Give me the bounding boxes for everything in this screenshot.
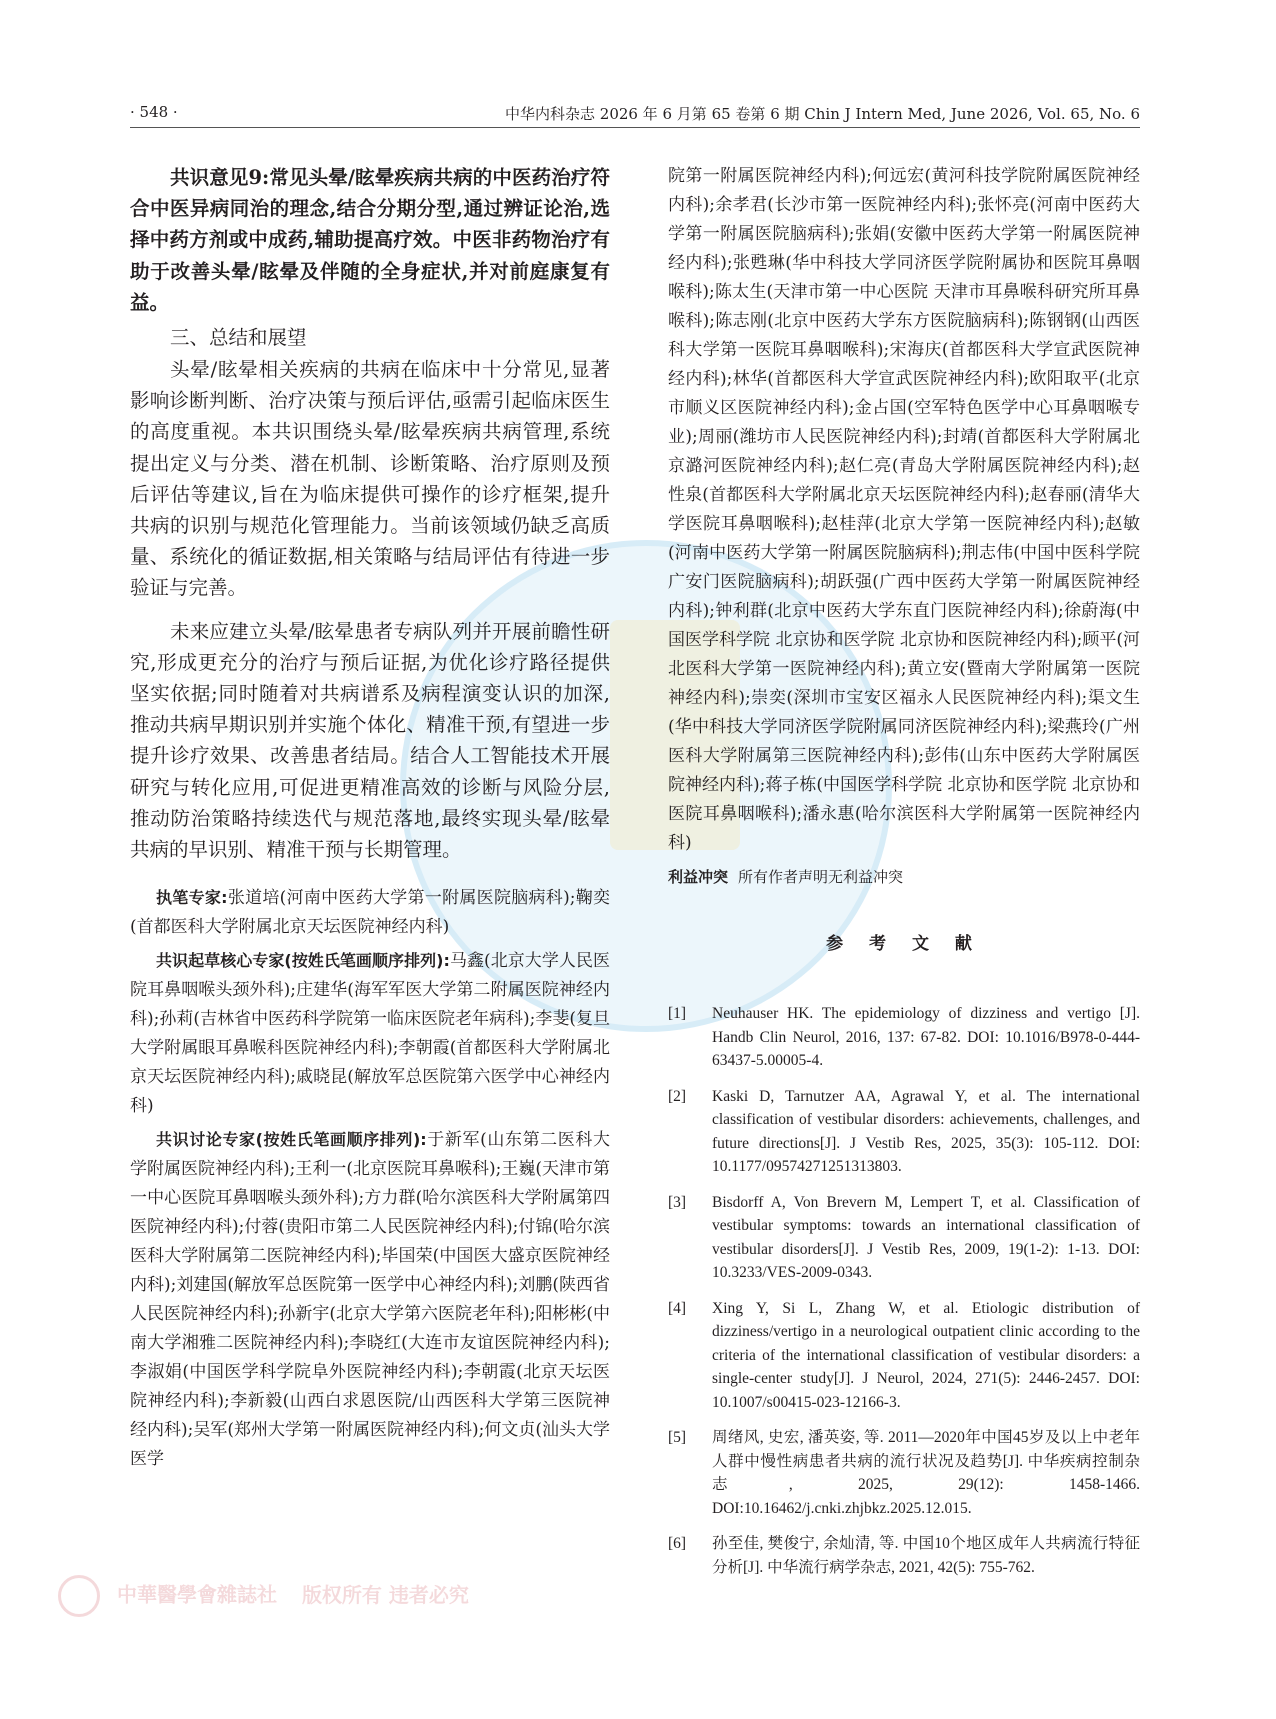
page-header [130,103,1140,128]
reference-item [668,1191,1140,1285]
reference-text: Bisdorff A, Von Brevern M, Lempert T, et al. Classification of vestibular symptoms: towards an international classification of vestibular disorders[J]. J Vestib Res, 2009, 19(1-2): 1-13. DOI: 10.3233/VES-2009-0343. [712,1193,1140,1281]
summary-paragraph-1: 头晕/眩晕相关疾病的共病在临床中十分常见,显著影响诊断判断、治疗决策与预后评估,亟需引起临床医生的高度重视。本共识围绕头晕/眩晕疾病共病管理,系统提出定义与分类、潜在机制、诊断策略、治疗原则及预后评估等建议,旨在为临床提供可操作的诊疗框架,提升共病的识别与规范化管理能力。当前该领域仍缺乏高质量、系统化的循证数据,相关策略与结局评估有待进一步验证与完善。 [130,358,610,600]
reference-item [668,1532,1140,1579]
reference-text: Kaski D, Tarnutzer AA, Agrawal Y, et al. The international classification of vestibular disorders: achievements, challenges, and future directions[J]. J Vestib Res, 2025, 35(3): 105-112. DOI: 10.1177/09574271251313803. [712,1087,1140,1175]
copyright-slogan: 版权所有 违者必究 [301,1582,469,1607]
reference-text: 周绪风, 史宏, 潘英姿, 等. 2011—2020年中国45岁及以上中老年人群中慢性病患者共病的流行状况及趋势[J]. 中华疾病控制杂志, 2025, 29(12): 1458-1466. DOI:10.16462/j.cnki.zhjbkz.2025.12.015. [712,1429,1140,1517]
summary-paragraph-2: 未来应建立头晕/眩晕患者专病队列并开展前瞻性研究,形成更充分的治疗与预后证据,为优化诊疗路径提供坚实依据;同时随着对共病谱系及病程演变认识的加深,推动共病早期识别并实施个体化、精准干预,有望进一步提升诊疗效果、改善患者结局。结合人工智能技术开展研究与转化应用,可促进更精准高效的诊断与风险分层,推动防治策略持续迭代与规范落地,最终实现头晕/眩晕共病的早识别、精准干预与长期管理。 [130,619,610,862]
page-number: · 548 · [130,103,178,121]
reference-text: Xing Y, Si L, Zhang W, et al. Etiologic distribution of dizziness/vertigo in a neurological outpatient clinic according to the criteria of the international classification of vestibular disorders: a single-center study[J]. J Neurol, 2024, 271(5): 2446-2457. DOI: 10.1007/s00415-023-12166-3. [712,1299,1140,1411]
reference-number: [4] [668,1299,687,1317]
references-title: 参 考 文 献 [826,934,982,954]
writing-experts-label: 执笔专家: [156,888,228,908]
reference-number: [5] [668,1429,687,1446]
publisher-logo-icon [58,1575,100,1617]
core-experts-list: 马鑫(北京大学人民医院耳鼻咽喉头颈外科);庄建华(海军军医大学第二附属医院神经内科);孙莉(吉林省中医药科学院第一临床医院老年病科);李斐(复旦大学附属眼耳鼻喉科医院神经内科);李朝霞(首都医科大学附属北京天坛医院神经内科);戚晓昆(解放军总医院第六医学中心神经内科) [130,951,610,1117]
coi-label: 利益冲突 [668,868,729,886]
reference-item [668,1297,1140,1415]
reference-item [668,1426,1140,1520]
reference-item [668,1002,1140,1073]
reference-text: 孙至佳, 樊俊宁, 余灿清, 等. 中国10个地区成年人共病流行特征分析[J]. 中华流行病学杂志, 2021, 42(5): 755-762. [712,1535,1140,1576]
discussion-experts-continued: 院第一附属医院神经内科);何远宏(黄河科技学院附属医院神经内科);余孝君(长沙市第一医院神经内科);张怀亮(河南中医药大学第一附属医院脑病科);张娟(安徽中医药大学第一附属医院神经内科);张甦琳(华中科技大学同济医学院附属协和医院耳鼻咽喉科);陈太生(天津市第一中心医院 天津市耳鼻喉科研究所耳鼻喉科);陈志刚(北京中医药大学东方医院脑病科);陈钢钢(山西医科大学第一医院耳鼻咽喉科);宋海庆(首都医科大学宣武医院神经内科);林华(首都医科大学宣武医院神经内科);欧阳取平(北京市顺义区医院神经内科);金占国(空军特色医学中心耳鼻咽喉专业);周丽(潍坊市人民医院神经内科);封靖(首都医科大学附属北京潞河医院神经内科);赵仁亮(青岛大学附属医院神经内科);赵性泉(首都医科大学附属北京天坛医院神经内科);赵春丽(清华大学医院耳鼻咽喉科);赵桂萍(北京大学第一医院神经内科);赵敏(河南中医药大学第一附属医院脑病科);荆志伟(中国中医科学院广安门医院脑病科);胡跃强(广西中医药大学第一附属医院神经内科);钟利群(北京中医药大学东直门医院神经内科);徐蔚海(中国医学科学院 北京协和医学院 北京协和医院神经内科);顾平(河北医科大学第一医院神经内科);黄立安(暨南大学附属第一医院神经内科);崇奕(深圳市宝安区福永人民医院神经内科);渠文生(华中科技大学同济医学院附属同济医院神经内科);梁燕玲(广州医科大学附属第三医院神经内科);彭伟(山东中医药大学附属医院神经内科);蒋子栋(中国医学科学院 北京协和医学院 北京协和医院耳鼻咽喉科);潘永惠(哈尔滨医科大学附属第一医院神经内科) [668,166,1140,853]
publisher-footer-logo [58,1575,618,1615]
reference-number: [6] [668,1535,687,1552]
discussion-experts-list: 于新军(山东第二医科大学附属医院神经内科);王利一(北京医院耳鼻喉科);王巍(天津市第一中心医院耳鼻咽喉头颈外科);方力群(哈尔滨医科大学附属第四医院神经内科);付蓉(贵阳市第二人民医院神经内科);付锦(哈尔滨医科大学附属第二医院神经内科);毕国荣(中国医大盛京医院神经内科);刘建国(解放军总医院第一医学中心神经内科);刘鹏(陕西省人民医院神经内科);孙新宇(北京大学第六医院老年科);阳彬彬(中南大学湘雅二医院神经内科);李晓红(大连市友谊医院神经内科);李淑娟(中国医学科学院阜外医院神经内科);李朝霞(北京天坛医院神经内科);李新毅(山西白求恩医院/山西医科大学第三医院神经内科);吴军(郑州大学第一附属医院神经内科);何文贞(汕头大学医学 [130,1130,610,1470]
reference-list [668,1002,1140,1579]
right-column [668,162,1140,1591]
journal-citation: 中华内科杂志 2026 年 6 月第 65 卷第 6 期 Chin J Intern Med, June 2026, Vol. 65, No. 6 [505,105,1140,123]
discussion-experts [130,1125,610,1474]
section-heading: 三、总结和展望 [170,326,307,350]
reference-number: [2] [668,1087,687,1105]
consensus-statement-9: 共识意见9:常见头晕/眩晕疾病共病的中医药治疗符合中医异病同治的理念,结合分期分型,通过辨证论治,选择中药方剂或中成药,辅助提高疗效。中医非药物治疗有助于改善头晕/眩晕及伴随的全身症状,并对前庭康复有益。 [130,166,610,314]
discussion-experts-label: 共识讨论专家(按姓氏笔画顺序排列): [156,1130,427,1150]
left-column [130,162,610,1478]
core-experts-label: 共识起草核心专家(按姓氏笔画顺序排列): [156,951,450,971]
publisher-name: 中華醫學會雜誌社 [116,1582,277,1607]
writing-experts-list: 张道培(河南中医药大学第一附属医院脑病科);鞠奕(首都医科大学附属北京天坛医院神经内科) [130,888,610,938]
writing-experts [130,883,610,942]
conflict-of-interest [668,866,1140,887]
reference-item [668,1085,1140,1179]
reference-text: Neuhauser HK. The epidemiology of dizziness and vertigo [J]. Handb Clin Neurol, 2016, 137: 67-82. DOI: 10.1016/B978-0-444-63437-5.00005-4. [712,1005,1140,1069]
core-experts [130,946,610,1121]
reference-number: [3] [668,1193,687,1211]
reference-number: [1] [668,1005,687,1022]
coi-text: 所有作者声明无利益冲突 [738,868,904,886]
